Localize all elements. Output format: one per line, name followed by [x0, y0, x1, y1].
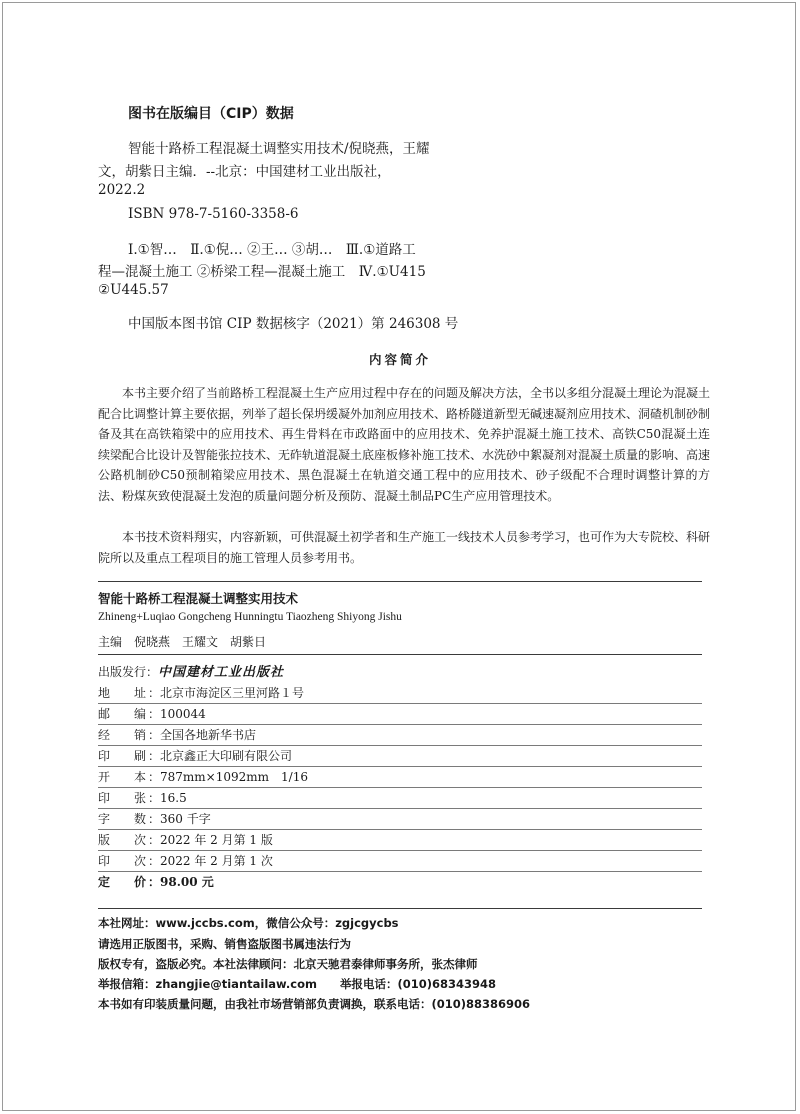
summary-paragraph: 本书技术资料翔实，内容新颖，可供混凝土初学者和生产施工一线技术人员参考学习，也可作为大专院校、科研院所以及重点工程项目的施工管理人员参考用书。 [98, 530, 711, 565]
cip-heading: 图书在版编目（CIP）数据 [128, 106, 294, 122]
divider [98, 581, 702, 582]
imprint-row: 印 刷 ：北京鑫正大印刷有限公司 [98, 749, 293, 763]
divider [98, 724, 702, 725]
imprint-row: 经 销 ：全国各地新华书店 [98, 728, 257, 742]
divider [98, 787, 702, 788]
divider [98, 766, 702, 767]
summary-paragraph: 本书主要介绍了当前路桥工程混凝土生产应用过程中存在的问题及解决方法，全书以多组分混凝土理论为混凝土配合比调整计算主要依据，列举了超长保坍缓凝外加剂应用技术、路桥隧道新型无碱速凝剂应用技术、洞碴机制砂制备及其在高铁箱梁中的应用技术、再生骨料在市政路面中的应用技术、免养护混凝土施工技术、高铁C50混凝土连续梁配合比设计及智能张拉技术、无砟轨道混凝土底座板修补施工技术、水洗砂中絮凝剂对混凝土质量的影响、高速公路机制砂C50预制箱梁应用技术、黑色混凝土在轨道交通工程中的应用技术、砂子级配不合理时调整计算的方法、粉煤灰致使混凝土发泡的质量问题分析及预防、混凝土制品PC生产应用管理技术。 [98, 386, 711, 503]
cip-record-number: 中国版本图书馆 CIP 数据核字（2021）第 246308 号 [128, 316, 459, 332]
footer-notice: 请选用正版图书，采购、销售盗版图书属违法行为 [98, 937, 351, 951]
imprint-row: 开 本 ：787mm×1092mm 1/16 [98, 770, 308, 784]
imprint-row: 字 数 ：360 千字 [98, 812, 211, 826]
divider [98, 850, 702, 851]
cip-isbn: ISBN 978-7-5160-3358-6 [128, 206, 299, 222]
divider [98, 745, 702, 746]
divider [98, 703, 702, 704]
cip-classification: Ⅰ.①智… Ⅱ.①倪… ②王… ③胡… Ⅲ.①道路工 [128, 242, 416, 258]
footer-website: 本社网址：www.jccbs.com，微信公众号：zgjcgycbs [98, 916, 399, 930]
divider [98, 808, 702, 809]
footer-report: 举报信箱：zhangjie@tiantailaw.com 举报电话：(010)68343948 [98, 977, 497, 991]
publisher-line [98, 661, 284, 680]
divider [98, 908, 702, 909]
book-editors: 主编 倪晓燕 王耀文 胡紫日 [98, 635, 267, 649]
publisher-label: 出版发行： [98, 665, 159, 679]
divider [98, 871, 702, 872]
imprint-row: 版 次 ：2022 年 2 月第 1 版 [98, 833, 273, 847]
publisher-logo: 中国建材工业出版社 [158, 665, 285, 680]
cip-line: 智能十路桥工程混凝土调整实用技术/倪晓燕，王耀 [128, 141, 430, 157]
footer-copyright: 版权专有，盗版必究。本社法律顾问：北京天驰君泰律师事务所，张杰律师 [98, 957, 478, 971]
footer-quality: 本书如有印装质量问题，由我社市场营销部负责调换，联系电话：(010)88386906 [98, 997, 531, 1011]
cip-classification: 程—混凝土施工 ②桥梁工程—混凝土施工 Ⅳ.①U415 [98, 264, 426, 280]
book-pinyin-title: Zhineng+Luqiao Gongcheng Hunningtu Tiaozheng Shiyong Jishu [98, 611, 402, 623]
divider [98, 654, 702, 655]
book-title: 智能十路桥工程混凝土调整实用技术 [98, 591, 299, 606]
imprint-row-price: 定 价 ：98.00 元 [98, 875, 214, 889]
imprint-row: 地 址 ：北京市海淀区三里河路１号 [98, 686, 305, 700]
cip-line: 文，胡紫日主编．--北京：中国建材工业出版社， [98, 164, 391, 180]
summary-heading: 内容简介 [368, 352, 431, 367]
imprint-row: 邮 编 ：100044 [98, 707, 206, 721]
imprint-row: 印 次 ：2022 年 2 月第 1 次 [98, 854, 273, 868]
cip-line: 2022.2 [98, 182, 146, 198]
imprint-row: 印 张 ：16.5 [98, 791, 187, 805]
cip-classification: ②U445.57 [98, 282, 169, 298]
divider [98, 829, 702, 830]
